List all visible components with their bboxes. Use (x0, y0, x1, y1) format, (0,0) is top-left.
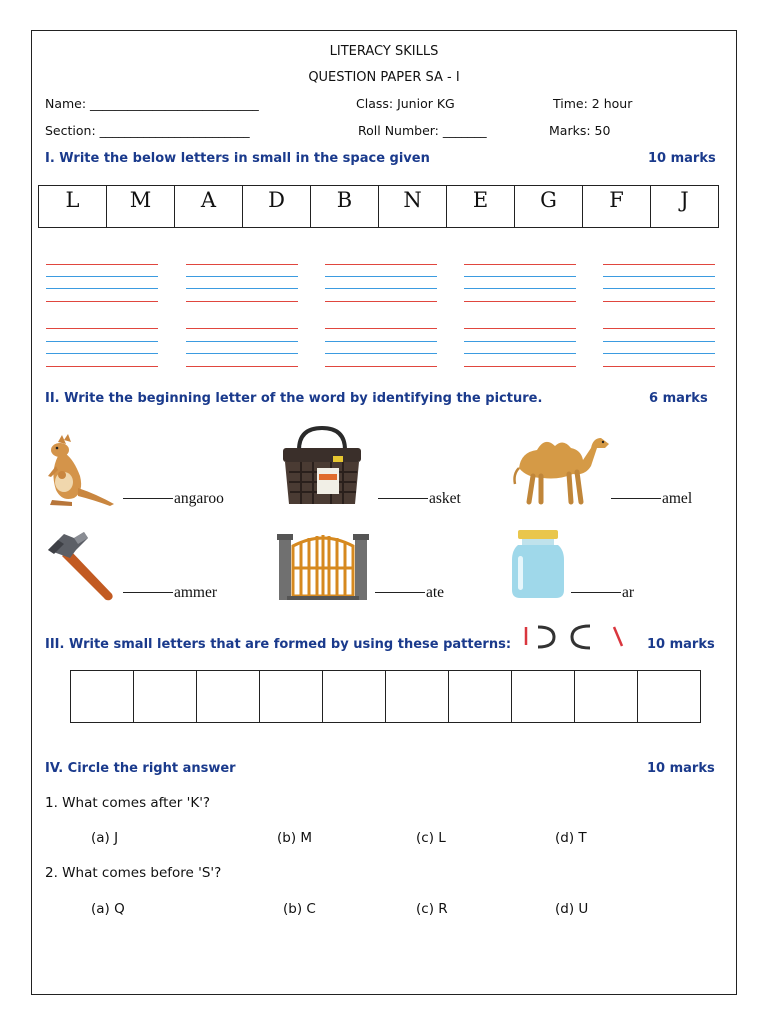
word-jar[interactable]: ar (571, 584, 634, 602)
reverse-c-curve-pattern (538, 627, 554, 647)
c-curve-pattern (572, 626, 590, 648)
question-1: 1. What comes after 'K'? (45, 795, 211, 811)
page-border (31, 30, 737, 995)
section2-heading: II. Write the beginning letter of the word by identifying the picture. (45, 391, 543, 406)
q1-option-a[interactable]: (a) J (91, 830, 119, 846)
writing-lines[interactable] (46, 262, 158, 374)
jar-picture (510, 530, 566, 600)
letter-cell: E (447, 186, 515, 228)
answer-box[interactable] (197, 671, 260, 723)
word-gate[interactable]: ate (375, 584, 444, 602)
time-field: Time: 2 hour (553, 96, 633, 111)
section4-heading: IV. Circle the right answer (45, 761, 236, 776)
answer-boxes (70, 670, 701, 723)
section-field: Section: ________________________ (45, 123, 250, 138)
section3-marks: 10 marks (647, 637, 715, 652)
answer-box[interactable] (512, 671, 575, 723)
question-2: 2. What comes before 'S'? (45, 865, 222, 881)
writing-lines[interactable] (325, 262, 437, 374)
letter-cell: M (107, 186, 175, 228)
letter-cell: J (651, 186, 719, 228)
answer-box[interactable] (71, 671, 134, 723)
letter-cell: F (583, 186, 651, 228)
slanting-line-pattern (614, 627, 622, 646)
word-hammer[interactable]: ammer (123, 584, 217, 602)
writing-lines[interactable] (464, 262, 576, 374)
q2-option-a[interactable]: (a) Q (91, 901, 125, 917)
kangaroo-picture (44, 432, 116, 508)
class-field: Class: Junior KG (356, 96, 455, 111)
word-basket[interactable]: asket (378, 490, 461, 508)
answer-box[interactable] (134, 671, 197, 723)
paper-title: LITERACY SKILLS (329, 44, 439, 59)
letters-table (38, 185, 719, 228)
writing-lines[interactable] (186, 262, 298, 374)
letter-cell: G (515, 186, 583, 228)
letter-cell: L (39, 186, 107, 228)
q1-option-d[interactable]: (d) T (555, 830, 587, 846)
roll-number-field: Roll Number: _______ (358, 123, 487, 138)
answer-box[interactable] (386, 671, 449, 723)
answer-box[interactable] (449, 671, 512, 723)
section4-marks: 10 marks (647, 761, 715, 776)
q2-option-c[interactable]: (c) R (416, 901, 448, 917)
section2-marks: 6 marks (649, 391, 708, 406)
section1-marks: 10 marks (648, 151, 716, 166)
q2-option-b[interactable]: (b) C (283, 901, 316, 917)
pattern-strokes (518, 623, 630, 651)
answer-box[interactable] (260, 671, 323, 723)
letter-cell: N (379, 186, 447, 228)
letter-cell: B (311, 186, 379, 228)
q2-option-d[interactable]: (d) U (555, 901, 589, 917)
paper-subtitle: QUESTION PAPER SA - I (308, 70, 460, 85)
section3-heading: III. Write small letters that are formed by using these patterns: (45, 637, 512, 652)
q1-option-b[interactable]: (b) M (277, 830, 313, 846)
answer-box[interactable] (323, 671, 386, 723)
camel-picture (509, 428, 613, 508)
hammer-picture (44, 528, 118, 602)
word-kangaroo[interactable]: angaroo (123, 490, 224, 508)
answer-box[interactable] (575, 671, 638, 723)
marks-field: Marks: 50 (549, 123, 611, 138)
letter-cell: A (175, 186, 243, 228)
section1-heading: I. Write the below letters in small in the space given (45, 151, 430, 166)
letter-cell: D (243, 186, 311, 228)
basket-picture (277, 424, 367, 508)
name-field: Name: ___________________________ (45, 96, 259, 111)
word-camel[interactable]: amel (611, 490, 692, 508)
answer-box[interactable] (638, 671, 701, 723)
q1-option-c[interactable]: (c) L (416, 830, 446, 846)
writing-lines[interactable] (603, 262, 715, 374)
gate-picture (277, 528, 369, 600)
